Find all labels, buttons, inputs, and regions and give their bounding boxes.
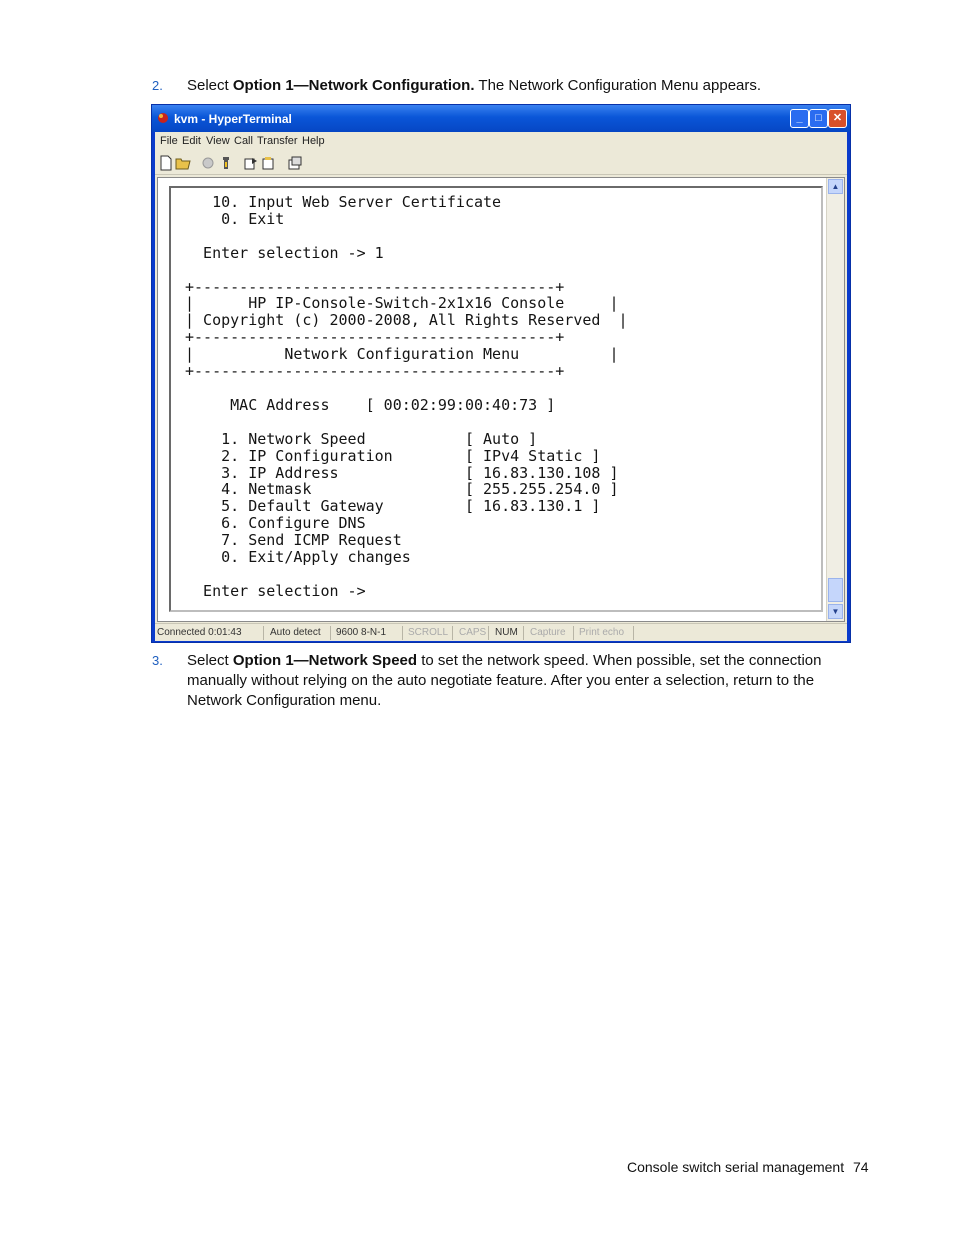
footer-section-title: Console switch serial management: [627, 1159, 845, 1175]
send-icon[interactable]: [243, 155, 259, 171]
menu-bar: [155, 132, 847, 152]
step-number: 2.: [152, 78, 163, 93]
option-label: Option 1—Network Configuration.: [232, 77, 475, 94]
option-label: Option 1—Network Speed: [232, 652, 418, 669]
status-settings: 9600 8-N-1: [336, 627, 387, 638]
menu-call[interactable]: Call: [234, 135, 253, 147]
status-caps: CAPS: [459, 627, 487, 638]
status-scroll: SCROLL: [408, 627, 449, 638]
menu-transfer[interactable]: Transfer: [257, 135, 298, 147]
step-number: 3.: [152, 653, 163, 668]
properties-icon[interactable]: [287, 155, 303, 171]
receive-icon[interactable]: [260, 155, 276, 171]
open-icon[interactable]: [175, 155, 191, 171]
scroll-thumb[interactable]: [828, 578, 843, 602]
menu-help[interactable]: Help: [302, 135, 325, 147]
terminal-output: 10. Input Web Server Certificate 0. Exit Enter selection -> 1 +----------------------------------------+ | HP IP-Console-Switch-2x1x16 Console | | Copyright (c) 2000-2008, All Rights Reserved | +----------------------------------------+ | Network Configuration Menu | +----------------------------------------+ MAC Address [ 00:02:99:00:40:73 ] 1. Network Speed [ Auto ] 2. IP Configuration [ IPv4 Static ] 3. IP Address [ 16.83.130.108 ] 4. Netmask [ 255.255.254.0 ] 5. Default Gateway [ 16.83.130.1 ] 6. Configure DNS 7. Send ICMP Request 0. Exit/Apply changes Enter selection ->: [185, 193, 628, 600]
hyperterminal-app-icon: [157, 112, 170, 124]
close-icon[interactable]: ✕: [828, 109, 847, 128]
menu-file[interactable]: File: [160, 135, 178, 147]
status-print-echo: Print echo: [579, 627, 625, 638]
new-icon[interactable]: [158, 155, 174, 171]
scroll-up-icon[interactable]: ▲: [828, 179, 843, 194]
status-capture: Capture: [530, 627, 566, 638]
connect-icon[interactable]: [218, 155, 234, 171]
window-client: [155, 132, 847, 641]
step-text: Select Option 1—Network Speed to set the network speed. When possible, set the connection manually without relying on the auto negotiate feature. After you enter a selection, return to the Network Configuration menu.: [187, 652, 822, 709]
window-title: kvm - HyperTerminal: [174, 112, 292, 126]
title-bar: [152, 105, 850, 132]
page-number: 74: [853, 1159, 869, 1175]
status-num: NUM: [495, 627, 518, 638]
status-bar: [155, 623, 847, 642]
hyperterminal-window: [151, 104, 851, 643]
status-connected: Connected 0:01:43: [157, 627, 242, 638]
disconnect-icon[interactable]: [200, 155, 216, 171]
vertical-scrollbar[interactable]: [826, 178, 844, 621]
toolbar: [155, 152, 847, 175]
menu-edit[interactable]: Edit: [182, 135, 201, 147]
scroll-down-icon[interactable]: ▼: [828, 604, 843, 619]
maximize-icon[interactable]: □: [809, 109, 828, 128]
menu-view[interactable]: View: [206, 135, 230, 147]
status-detect: Auto detect: [270, 627, 321, 638]
step-text: Select Option 1—Network Configuration. The Network Configuration Menu appears.: [187, 77, 762, 94]
terminal-area[interactable]: [169, 186, 823, 612]
minimize-icon[interactable]: _: [790, 109, 809, 128]
terminal-frame: [157, 177, 845, 622]
